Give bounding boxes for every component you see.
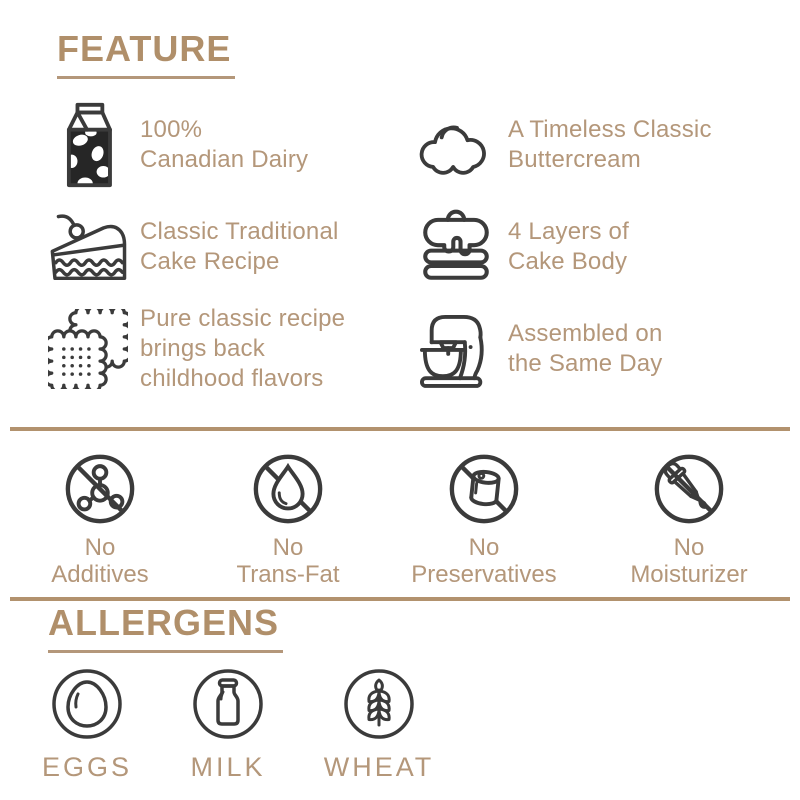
cake-slice-icon <box>44 207 132 287</box>
free-from-label: No Moisturizer <box>630 534 748 588</box>
free-from-label: No Preservatives <box>411 534 557 588</box>
feature-grid <box>44 92 760 402</box>
feature-text: Assembled on the Same Day <box>508 320 663 377</box>
feature-item-dairy <box>44 101 412 189</box>
divider <box>10 427 790 431</box>
allergen-wheat <box>289 668 469 783</box>
free-from-label: No Trans-Fat <box>236 534 340 588</box>
feature-text: Classic Traditional Cake Recipe <box>140 218 339 275</box>
free-from-preservatives <box>374 452 594 588</box>
biscuit-icon <box>44 309 132 389</box>
feature-item-assembled <box>412 310 760 388</box>
allergens-section-title: ALLERGENS <box>48 602 283 653</box>
allergen-label: WHEAT <box>323 752 435 782</box>
wheat-icon <box>289 668 469 740</box>
no-moisturizer-icon <box>579 452 799 526</box>
cake-layers-icon <box>412 209 500 285</box>
free-from-label: No Additives <box>51 534 149 588</box>
no-trans-fat-icon <box>178 452 398 526</box>
allergen-label: MILK <box>190 752 266 782</box>
feature-text: Pure classic recipe brings back childhood flavors <box>140 305 346 392</box>
feature-item-layers <box>412 209 760 285</box>
feature-item-childhood <box>44 304 412 394</box>
buttercream-icon <box>412 114 500 176</box>
feature-text: A Timeless Classic Buttercream <box>508 116 712 173</box>
feature-item-recipe <box>44 207 412 287</box>
feature-item-buttercream <box>412 114 760 176</box>
allergen-label: EGGS <box>41 752 133 782</box>
free-from-trans-fat <box>178 452 398 588</box>
divider <box>10 597 790 601</box>
feature-text: 4 Layers of Cake Body <box>508 218 629 275</box>
feature-section-title: FEATURE <box>57 28 235 79</box>
feature-text: 100% Canadian Dairy <box>140 116 309 173</box>
milk-carton-icon <box>44 101 132 189</box>
free-from-moisturizer <box>579 452 799 588</box>
no-preservatives-icon <box>374 452 594 526</box>
stand-mixer-icon <box>412 310 500 388</box>
